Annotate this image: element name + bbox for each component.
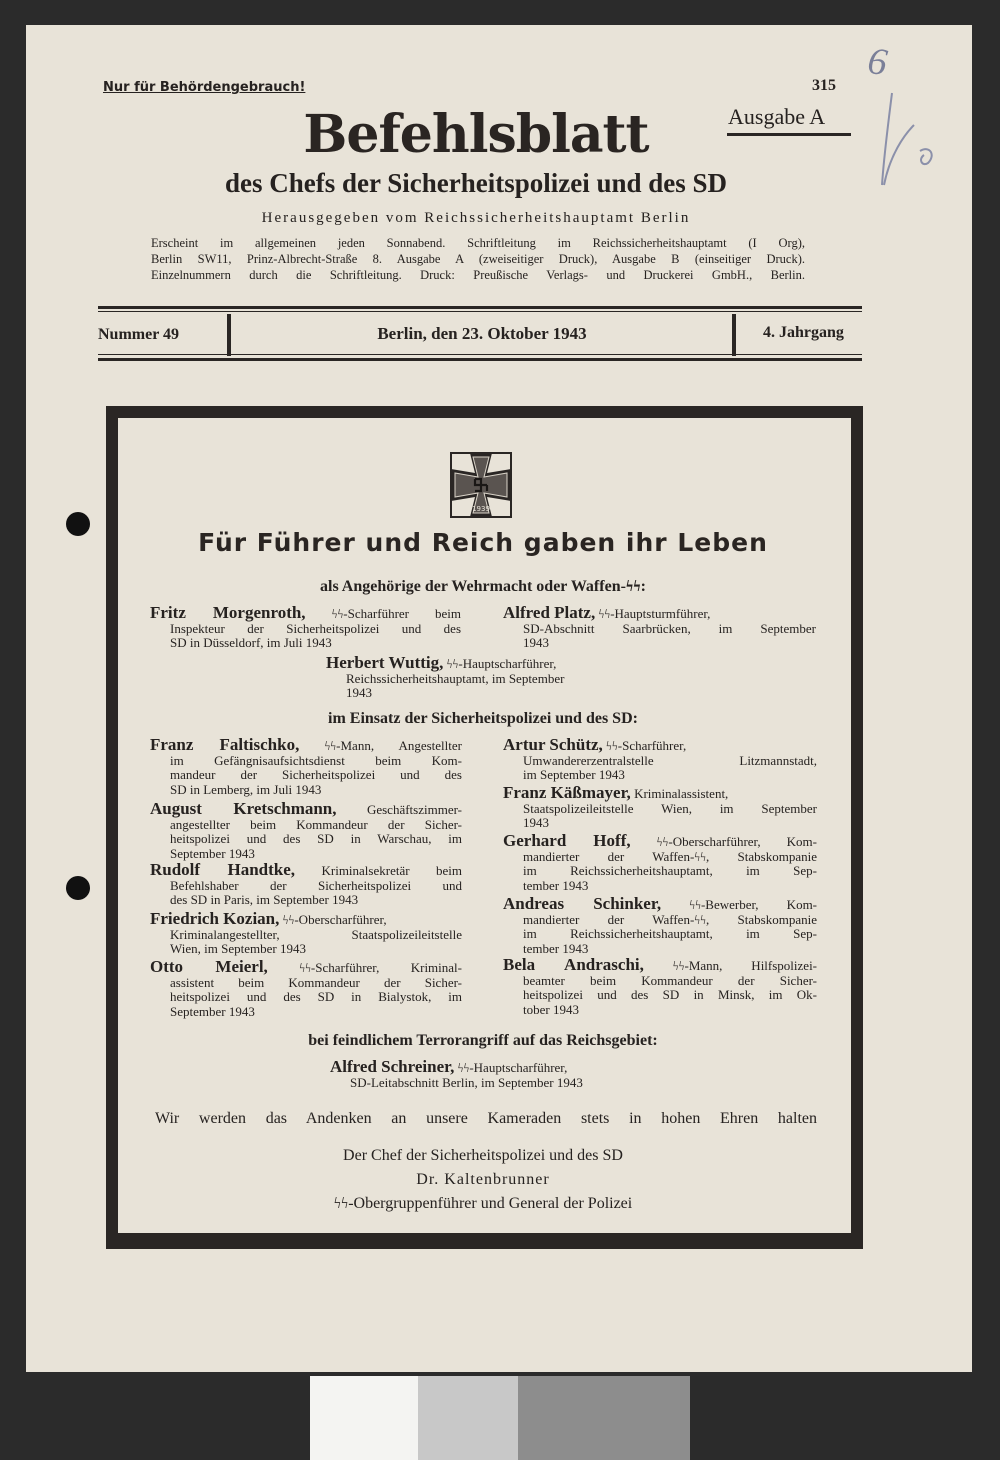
entry-name: August Kretschmann, xyxy=(150,799,337,818)
entry-name: Artur Schütz, xyxy=(503,735,603,754)
calibration-strip-light-gray xyxy=(418,1376,518,1460)
punch-hole-top xyxy=(66,512,90,536)
issue-divider-right xyxy=(732,314,736,356)
entry-name: Bela Andraschi, xyxy=(503,955,644,974)
entry-name: Fritz Morgenroth, xyxy=(150,603,306,622)
imprint-line: Einzelnummern durch die Schriftleitung. Druck: Preußische Verlags- und Druckerei GmbH., Berlin. xyxy=(151,268,805,282)
closing-statement: Wir werden das Andenken an unsere Kameraden stets in hohen Ehren halten xyxy=(155,1110,817,1127)
restriction-notice: Nur für Behördengebrauch! xyxy=(103,80,306,95)
memorial-entry: Gerhard Hoff, ϟϟ-Oberscharführer, Kom- mandierter der Waffen-ϟϟ, Stabskompanie im Reichssicherheitshauptamt, im Sep- tember 1943 xyxy=(503,831,817,893)
calibration-strip-gray xyxy=(518,1376,690,1460)
issue-bar-top-rule xyxy=(98,306,862,309)
imprint-line: Erscheint im allgemeinen jeden Sonnabend. Schriftleitung im Reichssicherheitshauptamt (I Org), xyxy=(151,236,805,250)
edition-underline xyxy=(727,133,851,136)
signature-name: Dr. Kaltenbrunner xyxy=(416,1171,550,1188)
issue-bar-bottom-rule-thin xyxy=(98,354,862,355)
issue-bar-top-rule-thin xyxy=(98,311,862,312)
entry-name: Alfred Platz, xyxy=(503,603,596,622)
memorial-entry: Alfred Platz, ϟϟ-Hauptsturmführer, SD-Abschnitt Saarbrücken, im September 1943 xyxy=(503,603,816,650)
memorial-entry: Friedrich Kozian, ϟϟ-Oberscharführer, Kriminalangestellter, Staatspolizeileitstelle Wien, im September 1943 xyxy=(150,909,462,956)
memorial-entry: Bela Andraschi, ϟϟ-Mann, Hilfspolizei- beamter beim Kommandeur der Sicher- heitspolizei und des SD in Minsk, im Ok- tober 1943 xyxy=(503,955,818,1017)
memorial-entry: Andreas Schinker, ϟϟ-Bewerber, Kom- mandierter der Waffen-ϟϟ, Stabskompanie im Reichssicherheitshauptamt, im Sep- tember 1943 xyxy=(503,894,818,956)
memorial-entry: Herbert Wuttig, ϟϟ-Hauptscharführer, Reichssicherheitshauptamt, im September 1943 xyxy=(326,653,565,700)
imprint-block xyxy=(151,235,805,283)
handwritten-mark: 6 xyxy=(865,39,890,85)
punch-hole-bottom xyxy=(66,876,90,900)
memorial-entry: Rudolf Handtke, Kriminalsekretär beim Befehlshaber der Sicherheitspolizei und des SD in Paris, im September 1943 xyxy=(150,860,462,907)
memorial-entry: Franz Faltischko, ϟϟ-Mann, Angestellter im Gefängnisaufsichtsdienst beim Kom- mandeur der Sicherheitspolizei und des SD in Lemberg, im Juli 1943 xyxy=(150,735,462,797)
imprint-line: Berlin SW11, Prinz-Albrecht-Straße 8. Ausgabe A (zweiseitiger Druck), Ausgabe B (einseitiger Druck). xyxy=(151,252,805,266)
issue-number: Nummer 49 xyxy=(98,326,180,343)
entry-name: Alfred Schreiner, xyxy=(330,1057,455,1076)
section-heading-terrorangriff: bei feindlichem Terrorangriff auf das Reichsgebiet: xyxy=(308,1032,658,1049)
section-heading-einsatz: im Einsatz der Sicherheitspolizei und des SD: xyxy=(328,710,638,727)
entry-name: Franz Käßmayer, xyxy=(503,783,631,802)
entry-name: Herbert Wuttig, xyxy=(326,653,444,672)
masthead-title: Befehlsblatt xyxy=(303,104,649,165)
handwritten-scribble xyxy=(870,85,940,195)
entry-name: Franz Faltischko, xyxy=(150,735,300,754)
entry-name: Friedrich Kozian, xyxy=(150,909,280,928)
issue-volume: 4. Jahrgang xyxy=(763,324,844,341)
memorial-entry: Otto Meierl, ϟϟ-Scharführer, Kriminal- assistent beim Kommandeur der Sicher- heitspolizei und des SD in Bialystok, im September 1943 xyxy=(150,957,462,1019)
publisher-line: Herausgegeben vom Reichssicherheitshauptamt Berlin xyxy=(261,210,691,226)
issue-bar-bottom-rule xyxy=(98,358,862,361)
memorial-entry: Fritz Morgenroth, ϟϟ-Scharführer beim Inspekteur der Sicherheitspolizei und des SD in Düsseldorf, im Juli 1943 xyxy=(150,603,461,650)
issue-date: Berlin, den 23. Oktober 1943 xyxy=(377,324,587,343)
memorial-entry: Alfred Schreiner, ϟϟ-Hauptscharführer, SD-Leitabschnitt Berlin, im September 1943 xyxy=(330,1057,583,1090)
memorial-headline: Für Führer und Reich gaben ihr Leben xyxy=(198,528,768,557)
signature-block xyxy=(118,1144,848,1216)
page-number: 315 xyxy=(812,77,836,94)
signature-line: Der Chef der Sicherheitspolizei und des SD xyxy=(343,1147,623,1164)
memorial-entry: August Kretschmann, Geschäftszimmer- angestellter beim Kommandeur der Sicher- heitspolizei und des SD in Warschau, im September 1943 xyxy=(150,799,462,861)
entry-name: Andreas Schinker, xyxy=(503,894,662,913)
iron-cross-icon xyxy=(448,450,514,520)
section-heading-wehrmacht: als Angehörige der Wehrmacht oder Waffen-ϟϟ: xyxy=(320,578,646,595)
masthead-subtitle: des Chefs der Sicherheitspolizei und des SD xyxy=(224,168,728,198)
memorial-entry: Franz Käßmayer, Kriminalassistent, Staatspolizeileitstelle Wien, im September 1943 xyxy=(503,783,817,830)
calibration-strip-white xyxy=(310,1376,418,1460)
entry-name: Gerhard Hoff, xyxy=(503,831,631,850)
signature-rank: ϟϟ-Obergruppenführer und General der Polizei xyxy=(333,1195,633,1212)
edition-label: Ausgabe A xyxy=(728,104,826,129)
memorial-entry: Artur Schütz, ϟϟ-Scharführer, Umwandererzentralstelle Litzmannstadt, im September 1943 xyxy=(503,735,817,782)
entry-name: Otto Meierl, xyxy=(150,957,268,976)
entry-name: Rudolf Handtke, xyxy=(150,860,296,879)
cross-year: 1939 xyxy=(472,505,490,513)
